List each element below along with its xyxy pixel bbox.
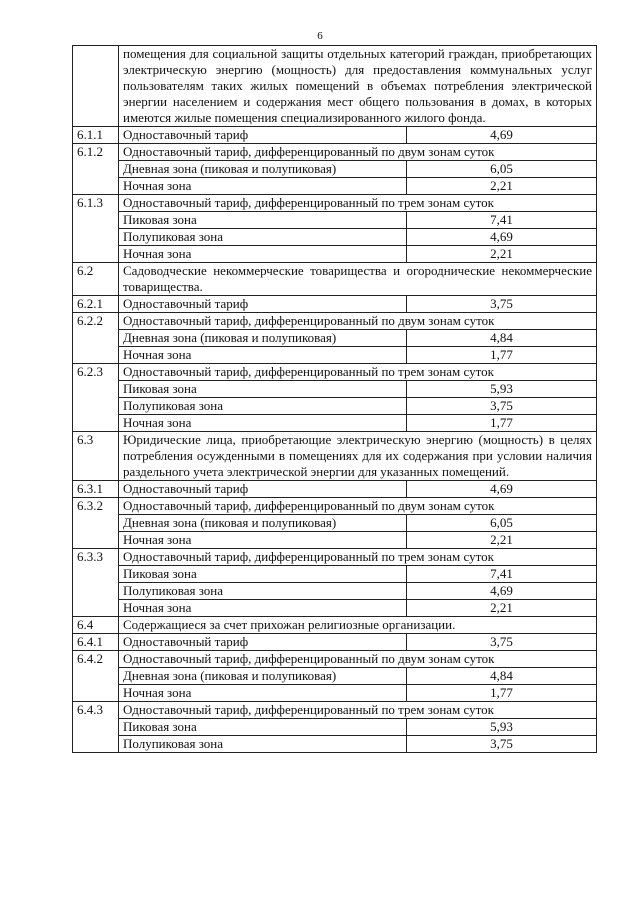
table-row: [73, 668, 597, 685]
tariff-label: Одноставочный тариф, дифференцированный по двум зонам суток: [119, 313, 597, 330]
table-row: [73, 381, 597, 398]
tariff-value: 6,05: [407, 161, 597, 178]
table-row: [73, 702, 597, 719]
row-number: 6.3.1: [73, 481, 119, 498]
row-number: 6.2.3: [73, 364, 119, 432]
tariff-value: 6,05: [407, 515, 597, 532]
zone-label: Пиковая зона: [119, 719, 407, 736]
table-row: [73, 617, 597, 634]
row-number: 6.1.3: [73, 195, 119, 263]
tariff-value: 4,69: [407, 481, 597, 498]
zone-label: Пиковая зона: [119, 212, 407, 229]
table-row: [73, 634, 597, 651]
tariff-value: 4,84: [407, 668, 597, 685]
table-row: [73, 364, 597, 381]
table-row: [73, 515, 597, 532]
row-number: 6.2: [73, 263, 119, 296]
zone-label: Ночная зона: [119, 246, 407, 263]
tariff-label: Одноставочный тариф, дифференцированный по двум зонам суток: [119, 651, 597, 668]
table-row: [73, 736, 597, 753]
zone-label: Полупиковая зона: [119, 398, 407, 415]
table-row: [73, 178, 597, 195]
table-row: [73, 566, 597, 583]
table-row: [73, 415, 597, 432]
page-number: 6: [317, 30, 323, 42]
zone-label: Полупиковая зона: [119, 736, 407, 753]
table-row: [73, 212, 597, 229]
tariff-label: Одноставочный тариф, дифференцированный по двум зонам суток: [119, 144, 597, 161]
table-row: [73, 296, 597, 313]
tariff-label: Одноставочный тариф, дифференцированный по двум зонам суток: [119, 498, 597, 515]
table-row: [73, 498, 597, 515]
section-title: Содержащиеся за счет прихожан религиозные организации.: [119, 617, 597, 634]
table-row: [73, 583, 597, 600]
row-number: 6.4: [73, 617, 119, 634]
row-number: 6.2.2: [73, 313, 119, 364]
row-number: 6.1.1: [73, 127, 119, 144]
table-row: [73, 481, 597, 498]
tariff-label: Одноставочный тариф: [119, 127, 407, 144]
tariff-value: 7,41: [407, 212, 597, 229]
tariff-value: 2,21: [407, 178, 597, 195]
table-row: [73, 195, 597, 212]
tariff-value: 4,69: [407, 583, 597, 600]
tariff-value: 1,77: [407, 347, 597, 364]
tariff-label: Одноставочный тариф, дифференцированный по трем зонам суток: [119, 549, 597, 566]
tariff-value: 2,21: [407, 246, 597, 263]
table-row: [73, 330, 597, 347]
zone-label: Ночная зона: [119, 347, 407, 364]
tariff-value: 3,75: [407, 634, 597, 651]
tariff-label: Одноставочный тариф: [119, 481, 407, 498]
section-description: помещения для социальной защиты отдельных категорий граждан, приобретающих электрическую энергию (мощность) для предоставления коммунальных услуг пользователям таких жилых помещений в объемах потребления электрической энергии населением и содержания мест общего пользования в домах, в которых имеются жилые помещения специализированного жилого фонда.: [119, 46, 597, 127]
row-number: 6.1.2: [73, 144, 119, 195]
table-row: [73, 229, 597, 246]
row-number: [73, 46, 119, 127]
tariff-value: 2,21: [407, 600, 597, 617]
table-row: [73, 549, 597, 566]
table-row: [73, 263, 597, 296]
zone-label: Ночная зона: [119, 415, 407, 432]
row-number: 6.4.2: [73, 651, 119, 702]
zone-label: Ночная зона: [119, 685, 407, 702]
table-row: [73, 313, 597, 330]
row-number: 6.3.3: [73, 549, 119, 617]
tariff-label: Одноставочный тариф, дифференцированный по трем зонам суток: [119, 195, 597, 212]
table-row: [73, 46, 597, 127]
tariff-value: 5,93: [407, 719, 597, 736]
table-row: [73, 161, 597, 178]
row-number: 6.3.2: [73, 498, 119, 549]
tariff-table: [72, 45, 597, 753]
tariff-value: 1,77: [407, 415, 597, 432]
table-row: [73, 600, 597, 617]
tariff-value: 7,41: [407, 566, 597, 583]
zone-label: Ночная зона: [119, 532, 407, 549]
zone-label: Дневная зона (пиковая и полупиковая): [119, 668, 407, 685]
table-row: [73, 719, 597, 736]
tariff-value: 4,69: [407, 229, 597, 246]
tariff-value: 4,84: [407, 330, 597, 347]
tariff-value: 3,75: [407, 736, 597, 753]
section-title: Юридические лица, приобретающие электрическую энергию (мощность) в целях потребления осужденными в помещениях для их содержания при условии наличия раздельного учета электрической энергии для указанных помещений.: [119, 432, 597, 481]
row-number: 6.4.1: [73, 634, 119, 651]
row-number: 6.2.1: [73, 296, 119, 313]
zone-label: Дневная зона (пиковая и полупиковая): [119, 330, 407, 347]
tariff-value: 3,75: [407, 398, 597, 415]
tariff-label: Одноставочный тариф: [119, 634, 407, 651]
tariff-value: 2,21: [407, 532, 597, 549]
table-row: [73, 246, 597, 263]
section-title: Садоводческие некоммерческие товарищества и огороднические некоммерческие товарищества.: [119, 263, 597, 296]
tariff-label: Одноставочный тариф: [119, 296, 407, 313]
table-row: [73, 432, 597, 481]
zone-label: Дневная зона (пиковая и полупиковая): [119, 161, 407, 178]
zone-label: Полупиковая зона: [119, 583, 407, 600]
zone-label: Ночная зона: [119, 600, 407, 617]
tariff-value: 5,93: [407, 381, 597, 398]
tariff-label: Одноставочный тариф, дифференцированный по трем зонам суток: [119, 702, 597, 719]
table-row: [73, 651, 597, 668]
zone-label: Пиковая зона: [119, 566, 407, 583]
zone-label: Дневная зона (пиковая и полупиковая): [119, 515, 407, 532]
tariff-value: 4,69: [407, 127, 597, 144]
row-number: 6.3: [73, 432, 119, 481]
table-row: [73, 532, 597, 549]
zone-label: Ночная зона: [119, 178, 407, 195]
tariff-value: 1,77: [407, 685, 597, 702]
row-number: 6.4.3: [73, 702, 119, 753]
table-row: [73, 144, 597, 161]
table-row: [73, 398, 597, 415]
zone-label: Пиковая зона: [119, 381, 407, 398]
tariff-label: Одноставочный тариф, дифференцированный по трем зонам суток: [119, 364, 597, 381]
table-row: [73, 127, 597, 144]
table-row: [73, 347, 597, 364]
tariff-value: 3,75: [407, 296, 597, 313]
table-row: [73, 685, 597, 702]
zone-label: Полупиковая зона: [119, 229, 407, 246]
